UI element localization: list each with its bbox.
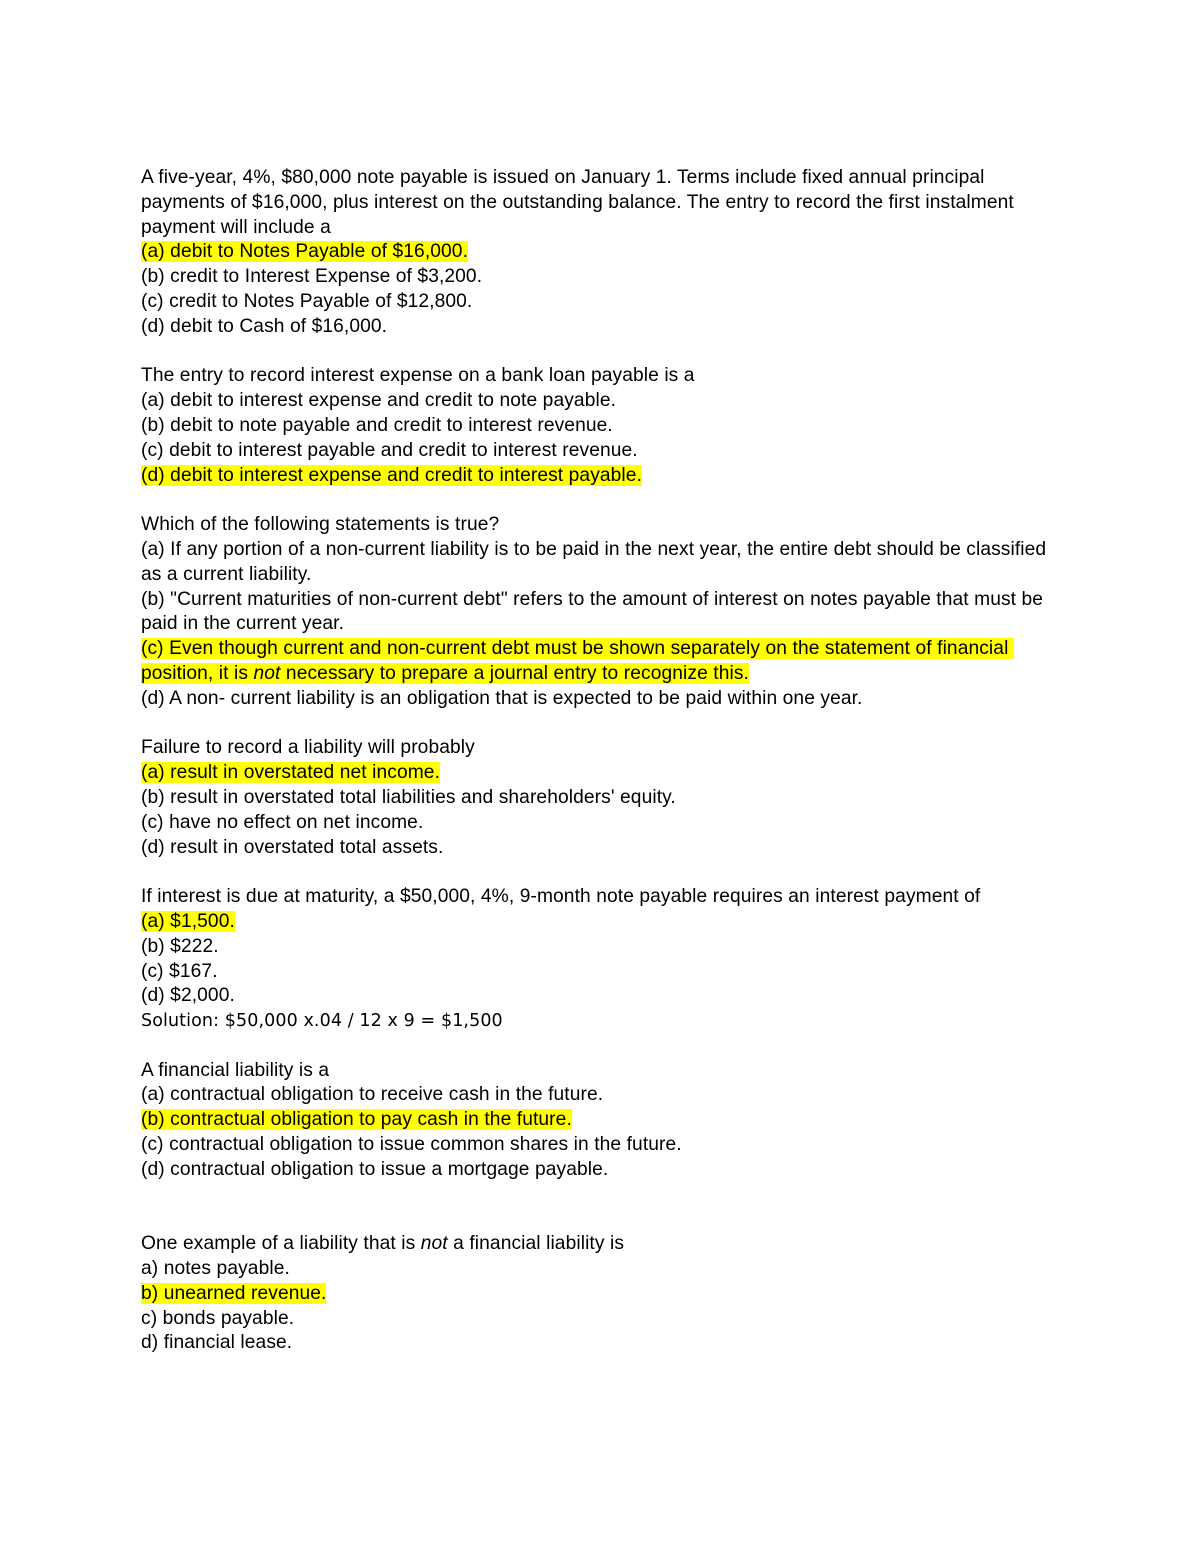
option-a: (a) If any portion of a non-current liability is to be paid in the next year, the entire debt should be classified as a current liability.: [141, 538, 1052, 585]
option-b: (b) $222.: [141, 935, 219, 957]
option-d: (d) A non- current liability is an obligation that is expected to be paid within one year.: [141, 687, 863, 709]
question-stem: The entry to record interest expense on a bank loan payable is a: [141, 365, 695, 387]
option-a: a) notes payable.: [141, 1258, 290, 1280]
question-stem: Failure to record a liability will probably: [141, 737, 475, 759]
highlighted-answer: b) unearned revenue.: [141, 1282, 327, 1304]
option-b: (b) result in overstated total liabilities and shareholders' equity.: [141, 786, 676, 808]
option-c: (c) credit to Notes Payable of $12,800.: [141, 290, 473, 312]
question-3: [141, 513, 1071, 711]
highlighted-answer: [141, 638, 1014, 684]
option-a: (a) contractual obligation to receive cash in the future.: [141, 1084, 604, 1106]
solution-text: Solution: $50,000 x.04 / 12 x 9 = $1,500: [141, 1011, 503, 1032]
document-body: [141, 166, 1071, 1356]
question-4: [141, 736, 1071, 860]
option-a: [141, 240, 1071, 265]
option-d: (d) $2,000.: [141, 985, 235, 1007]
option-b: [141, 1108, 1071, 1133]
option-c: [141, 637, 1071, 687]
option-a: (a) debit to interest expense and credit to note payable.: [141, 390, 617, 412]
option-a: [141, 761, 1071, 786]
option-d: (d) contractual obligation to issue a mortgage payable.: [141, 1158, 609, 1180]
highlighted-answer: (d) debit to interest expense and credit to interest payable.: [141, 464, 643, 486]
option-c: (c) $167.: [141, 960, 218, 982]
stem-text-after: a financial liability is: [447, 1233, 625, 1255]
question-stem: [141, 1232, 1071, 1257]
option-b: [141, 1282, 1071, 1307]
option-text-before: (c) Even though current and non-current debt must be shown separately on the statement of financial position, it is: [141, 638, 1014, 684]
option-d: (d) result in overstated total assets.: [141, 836, 444, 858]
question-2: [141, 364, 1071, 488]
emphasis-not: not: [253, 662, 281, 684]
option-d: (d) debit to Cash of $16,000.: [141, 315, 388, 337]
question-7: [141, 1232, 1071, 1356]
question-stem: A financial liability is a: [141, 1059, 330, 1081]
question-stem: If interest is due at maturity, a $50,000, 4%, 9-month note payable requires an interest payment of: [141, 886, 981, 908]
question-5: [141, 885, 1071, 1034]
option-c: (c) debit to interest payable and credit to interest revenue.: [141, 439, 638, 461]
question-1: [141, 166, 1071, 340]
highlighted-answer: (b) contractual obligation to pay cash in the future.: [141, 1109, 572, 1131]
highlighted-answer: (a) $1,500.: [141, 910, 235, 932]
highlighted-answer: (a) result in overstated net income.: [141, 762, 441, 784]
option-d: d) financial lease.: [141, 1332, 293, 1354]
highlighted-answer: (a) debit to Notes Payable of $16,000.: [141, 241, 468, 263]
option-text-after: necessary to prepare a journal entry to recognize this.: [280, 662, 749, 684]
question-6: [141, 1059, 1071, 1183]
stem-text-before: One example of a liability that is: [141, 1233, 421, 1255]
option-a: [141, 910, 1071, 935]
option-b: (b) credit to Interest Expense of $3,200.: [141, 266, 483, 288]
option-c: (c) contractual obligation to issue common shares in the future.: [141, 1134, 682, 1156]
option-c: (c) have no effect on net income.: [141, 811, 424, 833]
option-c: c) bonds payable.: [141, 1307, 295, 1329]
option-b: (b) "Current maturities of non-current debt" refers to the amount of interest on notes payable that must be paid in the current year.: [141, 588, 1049, 635]
option-d: [141, 464, 1071, 489]
question-stem: A five-year, 4%, $80,000 note payable is issued on January 1. Terms include fixed annual principal payments of $16,000, plus interest on the outstanding balance. The entry to record the first instalment payment will include a: [141, 167, 1020, 238]
option-b: (b) debit to note payable and credit to interest revenue.: [141, 414, 613, 436]
question-stem: Which of the following statements is true?: [141, 514, 500, 536]
emphasis-not: not: [420, 1233, 448, 1255]
